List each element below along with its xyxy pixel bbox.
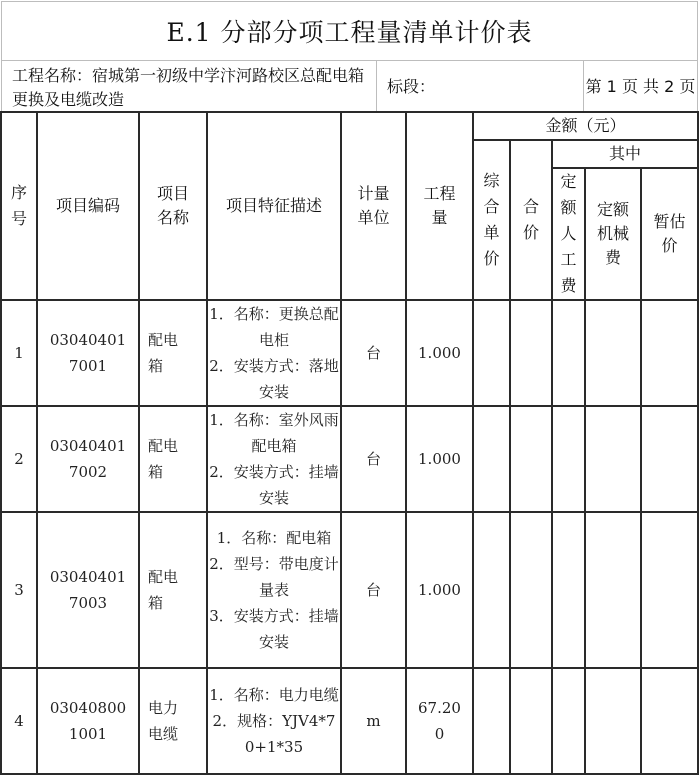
row-total	[510, 406, 552, 512]
header-total: 合价	[510, 140, 552, 300]
desc-line: 1．名称：室外风雨配电箱	[209, 411, 339, 455]
row-machine	[585, 668, 641, 774]
row-name: 配电箱	[139, 406, 207, 512]
desc-line: 2．规格：YJV4*70+1*35	[212, 712, 336, 756]
row-unit-price	[473, 406, 510, 512]
row-unit-price	[473, 512, 510, 668]
header-desc: 项目特征描述	[207, 112, 341, 300]
header-seq: 序号	[1, 112, 37, 300]
table-row	[1, 300, 698, 406]
row-machine	[585, 512, 641, 668]
bill-of-quantities-document	[1, 1, 698, 113]
section-label: 标段：	[377, 61, 584, 113]
row-provisional	[641, 406, 698, 512]
header-name: 项目名称	[139, 112, 207, 300]
row-provisional	[641, 668, 698, 774]
row-seq: 1	[1, 300, 37, 406]
row-qty: 1.000	[406, 300, 473, 406]
row-machine	[585, 300, 641, 406]
row-unit-price	[473, 300, 510, 406]
header-code: 项目编码	[37, 112, 139, 300]
row-name: 电力电缆	[139, 668, 207, 774]
row-labor	[552, 668, 585, 774]
desc-line: 3．安装方式：挂墙安装	[209, 607, 339, 651]
page-number: 第 1 页 共 2 页	[585, 77, 696, 96]
header-unit-price: 综合单价	[473, 140, 510, 300]
row-unit: 台	[341, 300, 406, 406]
table-row	[1, 406, 698, 512]
desc-line: 1．名称：更换总配电柜	[209, 305, 339, 349]
row-name: 配电箱	[139, 512, 207, 668]
desc-line: 2．型号：带电度计量表	[209, 555, 339, 599]
row-unit: 台	[341, 406, 406, 512]
row-code: 030408001001	[37, 668, 139, 774]
row-qty: 1.000	[406, 512, 473, 668]
row-provisional	[641, 300, 698, 406]
desc-line: 1．名称：配电箱	[216, 529, 332, 547]
row-desc	[207, 668, 341, 774]
row-desc	[207, 512, 341, 668]
row-labor	[552, 406, 585, 512]
row-total	[510, 512, 552, 668]
row-total	[510, 300, 552, 406]
project-name: 工程名称：宿城第一初级中学汴河路校区总配电箱更换及电缆改造	[2, 61, 377, 113]
desc-line: 1．名称：电力电缆	[209, 686, 339, 704]
desc-line: 2．安装方式：落地安装	[209, 357, 339, 401]
table-row	[1, 512, 698, 668]
header-machine: 定额机械费	[585, 168, 641, 300]
page-title: E.1 分部分项工程量清单计价表	[166, 18, 533, 47]
row-labor	[552, 300, 585, 406]
header-of-which: 其中	[552, 140, 698, 168]
row-qty: 1.000	[406, 406, 473, 512]
row-unit: 台	[341, 512, 406, 668]
row-unit-price	[473, 668, 510, 774]
desc-line: 2．安装方式：挂墙安装	[209, 463, 339, 507]
row-name: 配电箱	[139, 300, 207, 406]
row-code: 030404017002	[37, 406, 139, 512]
row-unit: m	[341, 668, 406, 774]
row-seq: 2	[1, 406, 37, 512]
quantity-price-table	[0, 111, 699, 775]
table-row	[1, 668, 698, 774]
row-code: 030404017001	[37, 300, 139, 406]
row-code: 030404017003	[37, 512, 139, 668]
header-provisional: 暂估价	[641, 168, 698, 300]
title-bar	[1, 1, 698, 60]
header-unit: 计量单位	[341, 112, 406, 300]
header-labor: 定额人工费	[552, 168, 585, 300]
row-desc	[207, 406, 341, 512]
row-qty: 67.200	[406, 668, 473, 774]
header-qty: 工程量	[406, 112, 473, 300]
row-desc	[207, 300, 341, 406]
header-amount: 金额（元）	[473, 112, 698, 140]
row-labor	[552, 512, 585, 668]
row-total	[510, 668, 552, 774]
row-provisional	[641, 512, 698, 668]
project-info-row	[1, 60, 698, 113]
row-seq: 3	[1, 512, 37, 668]
row-seq: 4	[1, 668, 37, 774]
row-machine	[585, 406, 641, 512]
